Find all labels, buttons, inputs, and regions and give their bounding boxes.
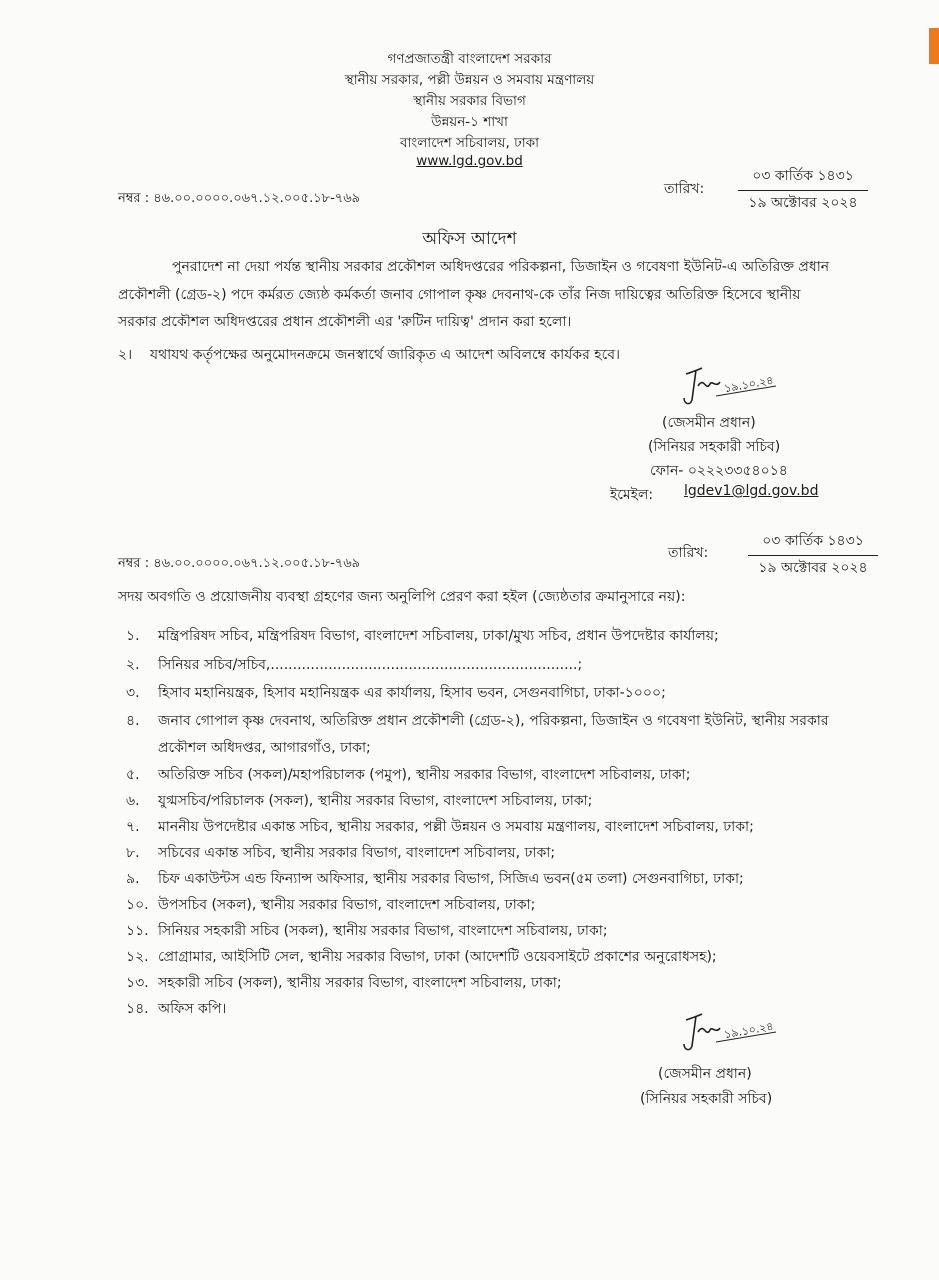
date-block xyxy=(738,164,868,215)
signature-date: ১৯.১০.২৪ xyxy=(723,1019,775,1042)
copy-date-english: ১৯ অক্টোবর ২০২৪ xyxy=(758,560,868,576)
copy-reference-number: নম্বর : ৪৬.০০.০০০০.০৬৭.১২.০০৫.১৮-৭৬৯ xyxy=(118,556,361,571)
list-item-number: ১২. xyxy=(126,949,149,965)
header-website-link[interactable]: www.lgd.gov.bd xyxy=(416,153,523,169)
list-item xyxy=(126,627,719,645)
list-item xyxy=(126,656,582,674)
list-item-continuation: প্রকৌশল অধিদপ্তর, আগারগাঁও, ঢাকা; xyxy=(158,740,371,756)
list-item xyxy=(126,948,717,966)
header-line-branch: উন্নয়ন-১ শাখা xyxy=(431,114,508,130)
signatory-name-2: (জেসমীন প্রধান) xyxy=(658,1066,752,1082)
date-label: তারিখ: xyxy=(664,181,705,197)
list-item xyxy=(126,792,592,810)
list-item-number: ৭. xyxy=(126,819,140,835)
list-item-number: ৬. xyxy=(126,793,140,809)
signatory-email-link[interactable]: lgdev1@lgd.gov.bd xyxy=(684,483,819,499)
copy-date-label: তারিখ: xyxy=(668,545,709,561)
list-item-number: ৪. xyxy=(126,713,140,729)
list-item-number: ২. xyxy=(126,657,140,673)
copy-intro: সদয় অবগতি ও প্রয়োজনীয় ব্যবস্থা গ্রহণের জন্য অনুলিপি প্রেরণ করা হইল (জ্যেষ্ঠতার ক্রমানুসারে নয়): xyxy=(118,589,686,605)
list-item xyxy=(126,896,535,914)
list-item xyxy=(126,844,555,862)
list-item-text: জনাব গোপাল কৃষ্ণ দেবনাথ, অতিরিক্ত প্রধান প্রকৌশলী (গ্রেড-২), পরিকল্পনা, ডিজাইন ও গবেষণা ইউনিট, স্থানীয় সরকার xyxy=(158,713,829,729)
list-item-number: ৯. xyxy=(126,871,140,887)
signatory-phone: ফোন- ০২২২৩৩৫৪০১৪ xyxy=(650,463,788,479)
signature-2 xyxy=(676,1012,786,1060)
list-item-number: ১১. xyxy=(126,923,149,939)
list-item-text: প্রোগ্রামার, আইসিটি সেল, স্থানীয় সরকার বিভাগ, ঢাকা (আদেশটি ওয়েবসাইটে প্রকাশের অনুরোধসহ); xyxy=(158,949,717,965)
list-item xyxy=(126,712,829,730)
signatory-email-label: ইমেইল: xyxy=(610,487,654,503)
list-item-number: ৩. xyxy=(126,685,140,701)
header-line-govt: গণপ্রজাতন্ত্রী বাংলাদেশ সরকার xyxy=(387,51,552,67)
signature-date: ১৯.১০.২৪ xyxy=(723,373,775,396)
date-english: ১৯ অক্টোবর ২০২৪ xyxy=(748,195,858,211)
list-item-text: অফিস কপি। xyxy=(158,1001,227,1017)
list-item-text: মাননীয় উপদেষ্টার একান্ত সচিব, স্থানীয় সরকার, পল্লী উন্নয়ন ও সমবায় মন্ত্রণালয়, বাংলাদেশ সচিবালয়, ঢাকা; xyxy=(158,819,754,835)
list-item-number: ১৪. xyxy=(126,1001,149,1017)
reference-number: নম্বর : ৪৬.০০.০০০০.০৬৭.১২.০০৫.১৮-৭৬৯ xyxy=(118,191,361,206)
document-title: অফিস আদেশ xyxy=(422,229,517,249)
list-item-text: চিফ একাউন্টস এন্ড ফিন্যান্স অফিসার, স্থানীয় সরকার বিভাগ, সিজিএ ভবন(৫ম তলা) সেগুনবাগিচা, ঢাকা; xyxy=(158,871,744,887)
date-bangla: ০৩ কার্তিক ১৪৩১ xyxy=(738,164,868,191)
list-item-number: ১০. xyxy=(126,897,149,913)
list-item-text: হিসাব মহানিয়ন্ত্রক, হিসাব মহানিয়ন্ত্রক এর কার্যালয়, হিসাব ভবন, সেগুনবাগিচা, ঢাকা-১০০০; xyxy=(158,685,666,701)
order-paragraph-line-2: প্রকৌশলী (গ্রেড-২) পদে কর্মরত জ্যেষ্ঠ কর্মকর্তা জনাব গোপাল কৃষ্ণ দেবনাথ-কে তাঁর নিজ দায়িত্বের অতিরিক্ত হিসেবে স্থানীয় xyxy=(118,287,801,303)
header-line-ministry: স্থানীয় সরকার, পল্লী উন্নয়ন ও সমবায় মন্ত্রণালয় xyxy=(344,72,595,88)
list-item xyxy=(126,870,744,888)
header-line-division: স্থানীয় সরকার বিভাগ xyxy=(413,93,526,109)
signatory-designation-2: (সিনিয়র সহকারী সচিব) xyxy=(640,1091,773,1107)
list-item-text: অতিরিক্ত সচিব (সকল)/মহাপরিচালক (পমুপ), স্থানীয় সরকার বিভাগ, বাংলাদেশ সচিবালয়, ঢাকা; xyxy=(158,767,691,783)
list-item xyxy=(126,922,608,940)
order-paragraph-line-1: পুনরাদেশ না দেয়া পর্যন্ত স্থানীয় সরকার প্রকৌশল অধিদপ্তরের পরিকল্পনা, ডিজাইন ও গবেষণা ইউনিট-এ অতিরিক্ত প্রধান xyxy=(172,259,830,275)
signatory-designation: (সিনিয়র সহকারী সচিব) xyxy=(648,439,781,455)
header-line-address: বাংলাদেশ সচিবালয়, ঢাকা xyxy=(399,135,539,151)
list-item-text: যুগ্মসচিব/পরিচালক (সকল), স্থানীয় সরকার বিভাগ, বাংলাদেশ সচিবালয়, ঢাকা; xyxy=(158,793,593,809)
signature-1 xyxy=(676,366,786,414)
order-paragraph-line-3: সরকার প্রকৌশল অধিদপ্তরের প্রধান প্রকৌশলী এর 'রুটিন দায়িত্ব' প্রদান করা হলো। xyxy=(118,314,572,330)
list-item-text: উপসচিব (সকল), স্থানীয় সরকার বিভাগ, বাংলাদেশ সচিবালয়, ঢাকা; xyxy=(158,897,536,913)
paragraph-2-number: ২। xyxy=(118,347,133,363)
list-item-text: মন্ত্রিপরিষদ সচিব, মন্ত্রিপরিষদ বিভাগ, বাংলাদেশ সচিবালয়, ঢাকা/মুখ্য সচিব, প্রধান উপদেষ্টার কার্যালয়; xyxy=(158,628,719,644)
signatory-name: (জেসমীন প্রধান) xyxy=(662,415,756,431)
list-item-text: সিনিয়র সহকারী সচিব (সকল), স্থানীয় সরকার বিভাগ, বাংলাদেশ সচিবালয়, ঢাকা; xyxy=(158,923,608,939)
list-item-text: সচিবের একান্ত সচিব, স্থানীয় সরকার বিভাগ, বাংলাদেশ সচিবালয়, ঢাকা; xyxy=(158,845,556,861)
list-item xyxy=(126,1000,226,1018)
copy-date-block xyxy=(748,529,878,580)
list-item-number: ৮. xyxy=(126,845,140,861)
list-item xyxy=(126,974,562,992)
list-item-text: সহকারী সচিব (সকল), স্থানীয় সরকার বিভাগ, বাংলাদেশ সচিবালয়, ঢাকা; xyxy=(158,975,562,991)
list-item xyxy=(126,684,666,702)
list-item xyxy=(126,766,690,784)
order-paragraph-2: যথাযথ কর্তৃপক্ষের অনুমোদনক্রমে জনস্বার্থে জারিকৃত এ আদেশ অবিলম্বে কার্যকর হবে। xyxy=(150,347,621,363)
list-item-number: ১. xyxy=(126,628,140,644)
copy-date-bangla: ০৩ কার্তিক ১৪৩১ xyxy=(748,529,878,556)
list-item xyxy=(126,818,754,836)
list-item-number: ৫. xyxy=(126,767,140,783)
list-item-number: ১৩. xyxy=(126,975,149,991)
list-item-text: সিনিয়র সচিব/সচিব,.....................................................................; xyxy=(158,657,583,673)
